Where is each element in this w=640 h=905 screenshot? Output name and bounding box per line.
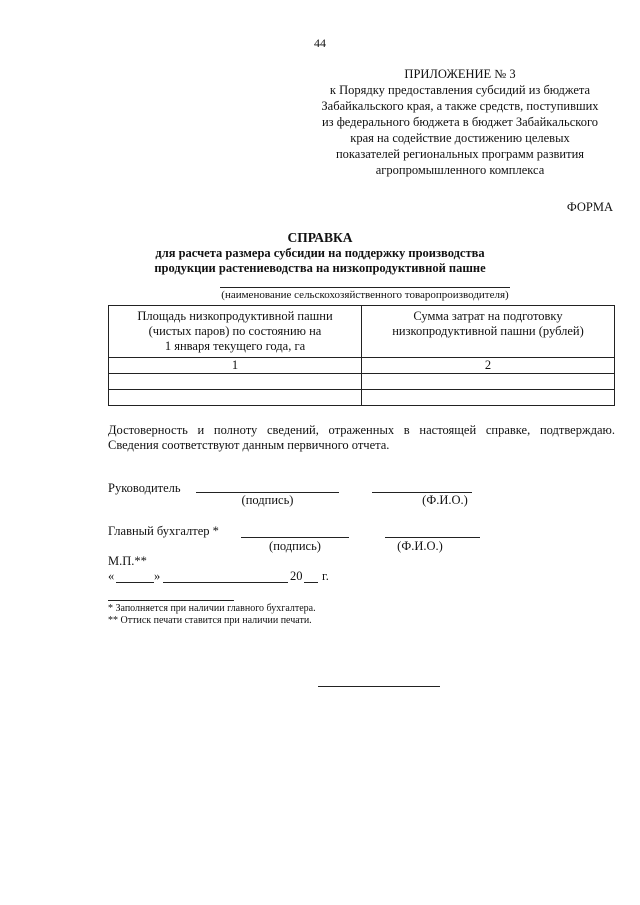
- col1-header-line: 1 января текущего года, га: [164, 339, 306, 353]
- document-title: СПРАВКА: [287, 230, 353, 245]
- table-cell[interactable]: [362, 374, 615, 390]
- col1-header-line: Площадь низкопродуктивной пашни: [137, 309, 333, 323]
- date-year: 20: [290, 569, 303, 583]
- document-subtitle: [0, 246, 640, 276]
- table-cell[interactable]: [109, 390, 362, 406]
- subtitle-line: продукции растениеводства на низкопродуктивной пашне: [154, 261, 486, 275]
- forma-label: ФОРМА: [566, 200, 613, 214]
- appendix-line: агропромышленного комплекса: [375, 163, 545, 177]
- date-month-line[interactable]: [163, 582, 288, 583]
- date-year-line[interactable]: [304, 582, 318, 583]
- col-number-1: 1: [109, 358, 362, 374]
- accountant-signature-line[interactable]: [241, 537, 349, 538]
- appendix-line: Забайкальского края, а также средств, поступивших: [321, 99, 599, 113]
- date-day-line[interactable]: [116, 582, 154, 583]
- date-open-quote: «: [108, 569, 115, 583]
- end-line: [318, 686, 440, 687]
- date-close-quote: »: [154, 569, 161, 583]
- appendix-title: ПРИЛОЖЕНИЕ № 3: [404, 67, 516, 81]
- appendix-line: края на содействие достижению целевых: [350, 131, 570, 145]
- accountant-name-caption: (Ф.И.О.): [397, 539, 443, 553]
- accountant-label: Главный бухгалтер *: [108, 524, 219, 538]
- table-row: [109, 358, 615, 374]
- organization-name-line: [220, 287, 510, 288]
- accountant-signature-caption: (подпись): [269, 539, 321, 553]
- head-name-caption: (Ф.И.О.): [422, 493, 468, 507]
- date-suffix: г.: [322, 569, 329, 583]
- organization-caption: (наименование сельскохозяйственного товаропроизводителя): [221, 289, 509, 301]
- col2-header-line: Сумма затрат на подготовку: [413, 309, 563, 323]
- footnote-separator: [108, 600, 234, 601]
- table-row: [109, 374, 615, 390]
- appendix-line: к Порядку предоставления субсидий из бюджета: [329, 83, 591, 97]
- col2-header-line: низкопродуктивной пашни (рублей): [392, 324, 584, 338]
- accountant-name-line[interactable]: [385, 537, 480, 538]
- col1-header-line: (чистых паров) по состоянию на: [148, 324, 322, 338]
- statement-text: Достоверность и полноту сведений, отраженных в настоящей справке, подтверждаю. Сведения соответствуют данным первичного отчета.: [108, 423, 615, 452]
- appendix-line: показателей региональных программ развития: [335, 147, 585, 161]
- page-number: 44: [314, 36, 326, 50]
- col2-header: [362, 306, 615, 358]
- data-table: [108, 305, 615, 406]
- table-header-row: [109, 306, 615, 358]
- appendix-line: из федерального бюджета в бюджет Забайкальского: [321, 115, 599, 129]
- head-label: Руководитель: [108, 481, 181, 495]
- table-cell[interactable]: [109, 374, 362, 390]
- footnote-1: * Заполняется при наличии главного бухгалтера.: [108, 603, 316, 614]
- table-row: [109, 390, 615, 406]
- head-signature-caption: (подпись): [241, 493, 294, 507]
- col-number-2: 2: [362, 358, 615, 374]
- col1-header: [109, 306, 362, 358]
- subtitle-line: для расчета размера субсидии на поддержку производства: [155, 246, 485, 260]
- stamp-label: М.П.**: [108, 554, 147, 568]
- table-cell[interactable]: [362, 390, 615, 406]
- footnote-2: ** Оттиск печати ставится при наличии печати.: [108, 615, 312, 626]
- appendix-block: [300, 66, 620, 178]
